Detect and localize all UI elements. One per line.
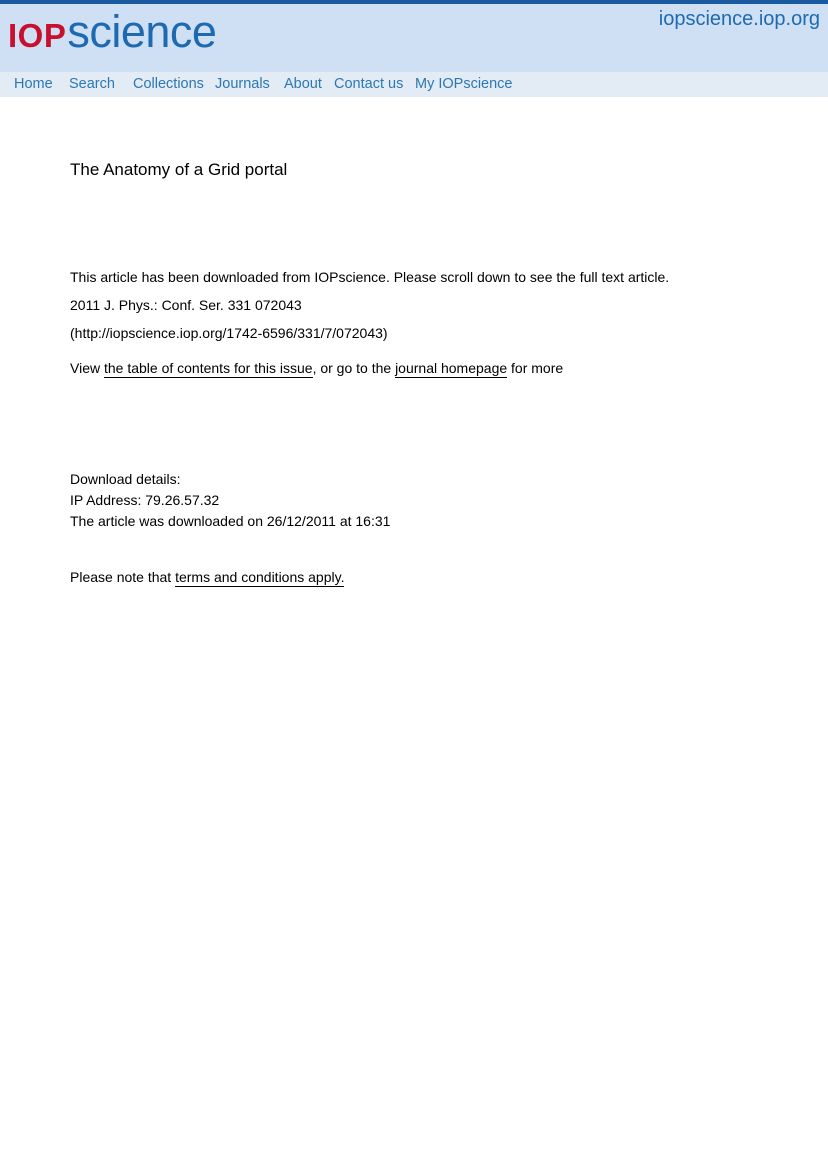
journal-homepage-link[interactable]: journal homepage: [395, 360, 508, 376]
main-navigation: [0, 72, 828, 97]
nav-item-collections[interactable]: Collections: [133, 76, 204, 92]
site-header: [0, 4, 828, 72]
article-url: (http://iopscience.iop.org/1742-6596/331/7/072043): [70, 325, 388, 341]
logo-iop-text: IOP: [8, 17, 67, 54]
download-notice: This article has been downloaded from IOPscience. Please scroll down to see the full text article.: [70, 269, 670, 285]
terms-prefix-text: Please note that: [70, 569, 176, 585]
view-middle-text: , or go to the: [312, 360, 396, 376]
nav-item-home[interactable]: Home: [14, 76, 53, 92]
download-details-heading: Download details:: [70, 471, 181, 487]
terms-line: [70, 568, 344, 586]
view-prefix-text: View: [70, 360, 104, 376]
article-title: The Anatomy of a Grid portal: [70, 160, 288, 179]
logo-science-text: science: [67, 6, 217, 57]
table-of-contents-link[interactable]: the table of contents for this issue: [103, 360, 313, 376]
site-url-link[interactable]: iopscience.iop.org: [658, 8, 820, 30]
nav-item-contact-us[interactable]: Contact us: [334, 76, 404, 92]
nav-item-my-iopscience[interactable]: My IOPscience: [415, 76, 513, 92]
nav-item-about[interactable]: About: [284, 76, 322, 92]
view-suffix-text: for more: [507, 360, 564, 376]
nav-item-search[interactable]: Search: [69, 76, 115, 92]
terms-and-conditions-link[interactable]: terms and conditions apply.: [175, 569, 345, 585]
download-timestamp: The article was downloaded on 26/12/2011 at 16:31: [70, 513, 391, 529]
view-links-line: [70, 359, 563, 377]
iopscience-logo[interactable]: [8, 6, 217, 57]
nav-item-journals[interactable]: Journals: [215, 76, 270, 92]
article-citation: 2011 J. Phys.: Conf. Ser. 331 072043: [70, 297, 302, 313]
ip-address: IP Address: 79.26.57.32: [70, 492, 220, 508]
